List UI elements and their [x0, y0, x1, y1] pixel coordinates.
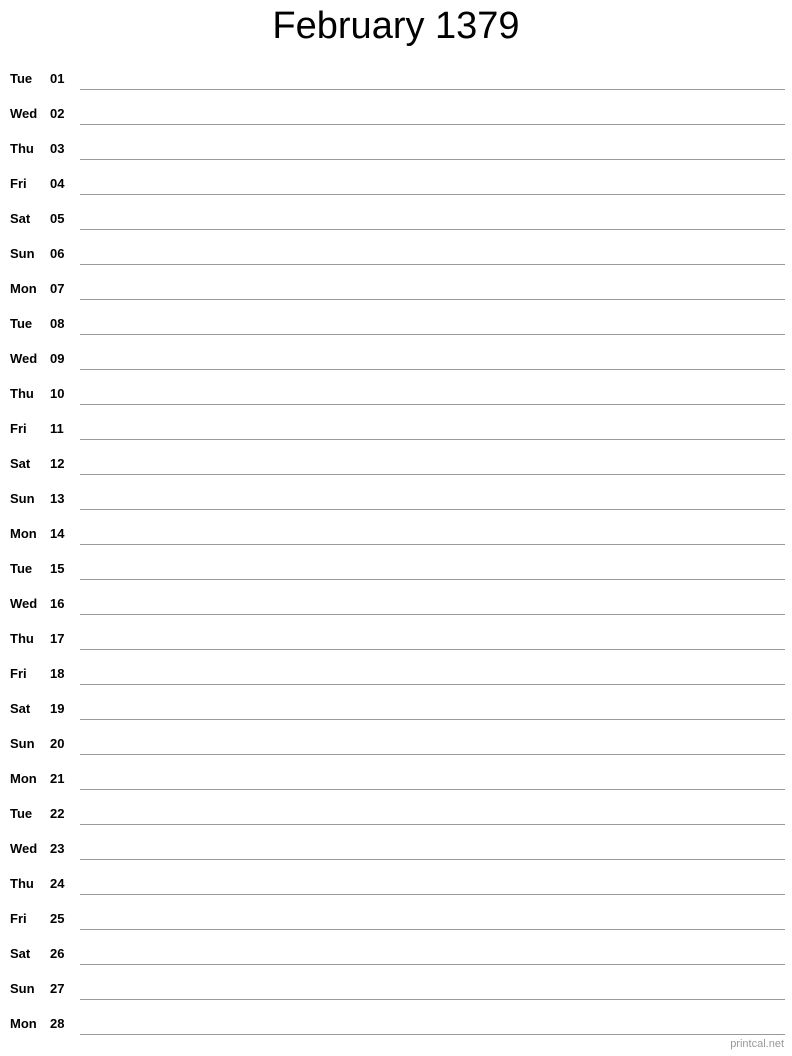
day-name-label: Wed	[10, 106, 38, 121]
note-line	[80, 964, 785, 965]
note-line	[80, 894, 785, 895]
day-name-label: Sun	[10, 246, 35, 261]
note-line	[80, 544, 785, 545]
note-line	[80, 579, 785, 580]
day-name-label: Thu	[10, 141, 34, 156]
day-number-label: 11	[50, 421, 64, 436]
note-line	[80, 999, 785, 1000]
note-line	[80, 369, 785, 370]
day-number-label: 17	[50, 631, 65, 646]
day-number-label: 09	[50, 351, 65, 366]
watermark: printcal.net	[730, 1038, 784, 1050]
note-line	[80, 1034, 785, 1035]
day-name-label: Fri	[10, 666, 27, 681]
calendar-row	[0, 486, 792, 521]
calendar-row	[0, 976, 792, 1011]
calendar-row	[0, 871, 792, 906]
day-name-label: Sat	[10, 211, 31, 226]
day-number-label: 19	[50, 701, 65, 716]
day-name-label: Fri	[10, 176, 27, 191]
note-line	[80, 194, 785, 195]
note-line	[80, 859, 785, 860]
day-number-label: 02	[50, 106, 65, 121]
day-number-label: 14	[50, 526, 65, 541]
day-name-label: Wed	[10, 841, 38, 856]
calendar-row	[0, 836, 792, 871]
day-number-label: 04	[50, 176, 65, 191]
note-line	[80, 404, 785, 405]
note-line	[80, 124, 785, 125]
note-line	[80, 509, 785, 510]
day-number-label: 13	[50, 491, 65, 506]
note-line	[80, 89, 785, 90]
note-line	[80, 789, 785, 790]
day-number-label: 05	[50, 211, 65, 226]
day-number-label: 07	[50, 281, 65, 296]
note-line	[80, 159, 785, 160]
day-number-label: 22	[50, 806, 65, 821]
calendar-row	[0, 661, 792, 696]
day-name-label: Tue	[10, 71, 33, 86]
page-title: February 1379	[272, 5, 520, 47]
calendar-row	[0, 906, 792, 941]
day-name-label: Mon	[10, 771, 37, 786]
calendar-row	[0, 136, 792, 171]
day-number-label: 01	[50, 71, 65, 86]
day-number-label: 08	[50, 316, 65, 331]
day-name-label: Sat	[10, 946, 31, 961]
calendar-rows	[0, 66, 792, 1046]
note-line	[80, 299, 785, 300]
calendar-row	[0, 941, 792, 976]
day-name-label: Mon	[10, 526, 37, 541]
day-name-label: Sat	[10, 701, 31, 716]
day-number-label: 16	[50, 596, 65, 611]
day-number-label: 20	[50, 736, 65, 751]
calendar-row	[0, 416, 792, 451]
day-name-label: Wed	[10, 351, 38, 366]
calendar-row	[0, 556, 792, 591]
day-number-label: 15	[50, 561, 65, 576]
day-number-label: 24	[50, 876, 65, 891]
day-number-label: 23	[50, 841, 65, 856]
note-line	[80, 474, 785, 475]
note-line	[80, 754, 785, 755]
day-name-label: Mon	[10, 1016, 37, 1031]
day-name-label: Mon	[10, 281, 37, 296]
day-number-label: 28	[50, 1016, 65, 1031]
note-line	[80, 439, 785, 440]
calendar-row	[0, 696, 792, 731]
day-name-label: Sun	[10, 491, 35, 506]
calendar-row	[0, 381, 792, 416]
day-number-label: 03	[50, 141, 65, 156]
day-name-label: Tue	[10, 561, 33, 576]
calendar-row	[0, 101, 792, 136]
calendar-row	[0, 276, 792, 311]
day-number-label: 21	[50, 771, 65, 786]
day-number-label: 06	[50, 246, 65, 261]
day-name-label: Thu	[10, 386, 34, 401]
day-name-label: Sat	[10, 456, 31, 471]
calendar-row	[0, 206, 792, 241]
day-name-label: Thu	[10, 631, 34, 646]
calendar-row	[0, 171, 792, 206]
note-line	[80, 824, 785, 825]
calendar-row	[0, 1011, 792, 1046]
day-name-label: Fri	[10, 421, 27, 436]
calendar-row	[0, 241, 792, 276]
day-name-label: Thu	[10, 876, 34, 891]
note-line	[80, 684, 785, 685]
calendar-row	[0, 591, 792, 626]
calendar-row	[0, 66, 792, 101]
note-line	[80, 229, 785, 230]
day-name-label: Tue	[10, 316, 33, 331]
calendar-row	[0, 731, 792, 766]
calendar-row	[0, 521, 792, 556]
note-line	[80, 614, 785, 615]
day-name-label: Tue	[10, 806, 33, 821]
day-name-label: Sun	[10, 981, 35, 996]
calendar-row	[0, 626, 792, 661]
calendar-row	[0, 346, 792, 381]
note-line	[80, 929, 785, 930]
calendar-row	[0, 801, 792, 836]
calendar-row	[0, 451, 792, 486]
day-number-label: 26	[50, 946, 65, 961]
note-line	[80, 334, 785, 335]
day-name-label: Sun	[10, 736, 35, 751]
day-number-label: 10	[50, 386, 65, 401]
note-line	[80, 649, 785, 650]
calendar-row	[0, 311, 792, 346]
calendar-row	[0, 766, 792, 801]
day-number-label: 12	[50, 456, 65, 471]
day-number-label: 18	[50, 666, 65, 681]
day-name-label: Fri	[10, 911, 27, 926]
note-line	[80, 719, 785, 720]
day-number-label: 27	[50, 981, 65, 996]
day-name-label: Wed	[10, 596, 38, 611]
day-number-label: 25	[50, 911, 65, 926]
note-line	[80, 264, 785, 265]
